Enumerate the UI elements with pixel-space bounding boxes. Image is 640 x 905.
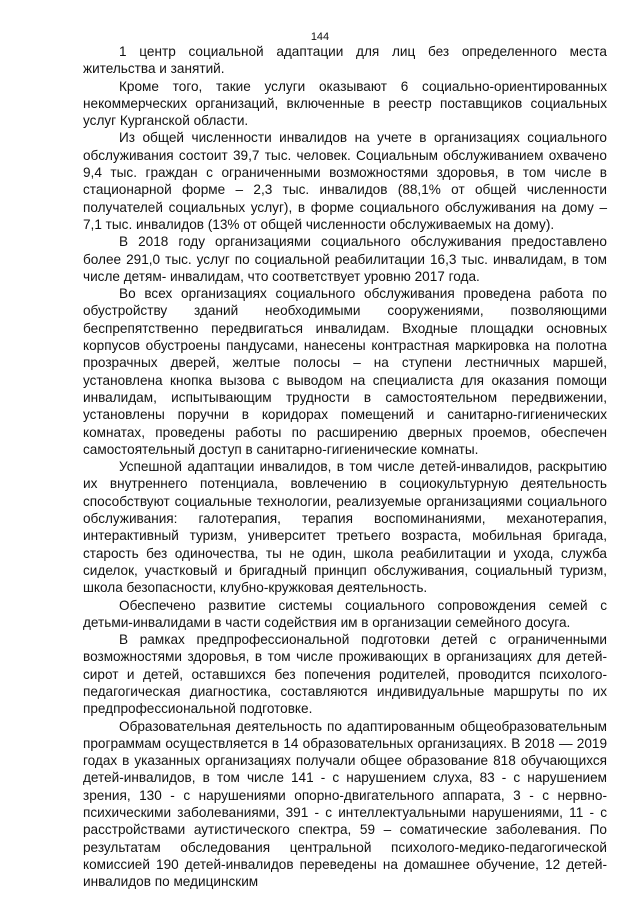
document-body (83, 43, 607, 891)
paragraph-9: Образовательная деятельность по адаптированным общеобразовательным программам осуществляется в 14 образовательных организациях. В 2018 — 2019 годах в указанных организациях получали общее образование 818 обучающихся детей-инвалидов, в том числе 141 - с нарушением слуха, 83 - с нарушением зрения, 130 - с нарушениями опорно-двигательного аппарата, 3 - с нервно-психическими заболеваниями, 391 - с интеллектуальными нарушениями, 11 - с расстройствами аутистического спектра, 59 – соматические заболевания. По результатам обследования центральной психолого-медико-педагогической комиссией 190 детей-инвалидов переведены на домашнее обучение, 12 детей-инвалидов по медицинским (83, 718, 607, 890)
paragraph-8: В рамках предпрофессиональной подготовки детей с ограниченными возможностями здоровья, в том числе проживающих в организациях для детей-сирот и детей, оставшихся без попечения родителей, проводится психолого-педагогическая диагностика, составляются индивидуальные маршруты по их предпрофессиональной подготовке. (83, 632, 607, 717)
paragraph-1: 1 центр социальной адаптации для лиц без определенного места жительства и занятий. (83, 44, 607, 77)
paragraph-5: Во всех организациях социального обслуживания проведена работа по обустройству зданий необходимыми сооружениями, позволяющими беспрепятственно передвигаться инвалидам. Входные площадки основных корпусов обустроены пандусами, нанесены контрастная маркировка на полотна прозрачных дверей, желтые полосы – на ступени лестничных маршей, установлена кнопка вызова с выводом на специалиста для оказания помощи инвалидам, испытывающим трудности в самостоятельном передвижении, установлены поручни в коридорах помещений и санитарно-гигиенических комнатах, проведены работы по расширению дверных проемов, обеспечен самостоятельный доступ в санитарно-гигиенические комнаты. (83, 286, 607, 457)
paragraph-4: В 2018 году организациями социального обслуживания предоставлено более 291,0 тыс. услуг по социальной реабилитации 16,3 тыс. инвалидам, в том числе детям- инвалидам, что соответствует уровню 2017 года. (83, 234, 607, 284)
paragraph-6: Успешной адаптации инвалидов, в том числе детей-инвалидов, раскрытию их внутреннего потенциала, вовлечению в социокультурную деятельность способствуют социальные технологии, реализуемые организациями социального обслуживания: галотерапия, терапия воспоминаниями, механотерапия, интерактивный туризм, университет третьего возраста, мобильная бригада, старость без одиночества, ты не один, школа реабилитации и ухода, служба сиделок, участковый и бригадный принцип обслуживания, социальный туризм, школа безопасности, клубно-кружковая деятельность. (83, 459, 607, 596)
paragraph-2: Кроме того, такие услуги оказывают 6 социально-ориентированных некоммерческих организаций, включенные в реестр поставщиков социальных услуг Курганской области. (83, 78, 607, 129)
paragraph-7: Обеспечено развитие системы социального сопровождения семей с детьми-инвалидами в части содействия им в организации семейного досуга. (83, 597, 607, 630)
paragraph-3: Из общей численности инвалидов на учете в организациях социального обслуживания состоит 39,7 тыс. человек. Социальным обслуживанием охвачено 9,4 тыс. граждан с ограниченными возможностями здоровья, в том числе в стационарной форме – 2,3 тыс. инвалидов (88,1% от общей численности получателей социальных услуг), в форме социального обслуживания на дому – 7,1 тыс. инвалидов (13% от общей численности обслуживаемых на дому). (83, 130, 607, 232)
page-number: 144 (310, 31, 330, 43)
